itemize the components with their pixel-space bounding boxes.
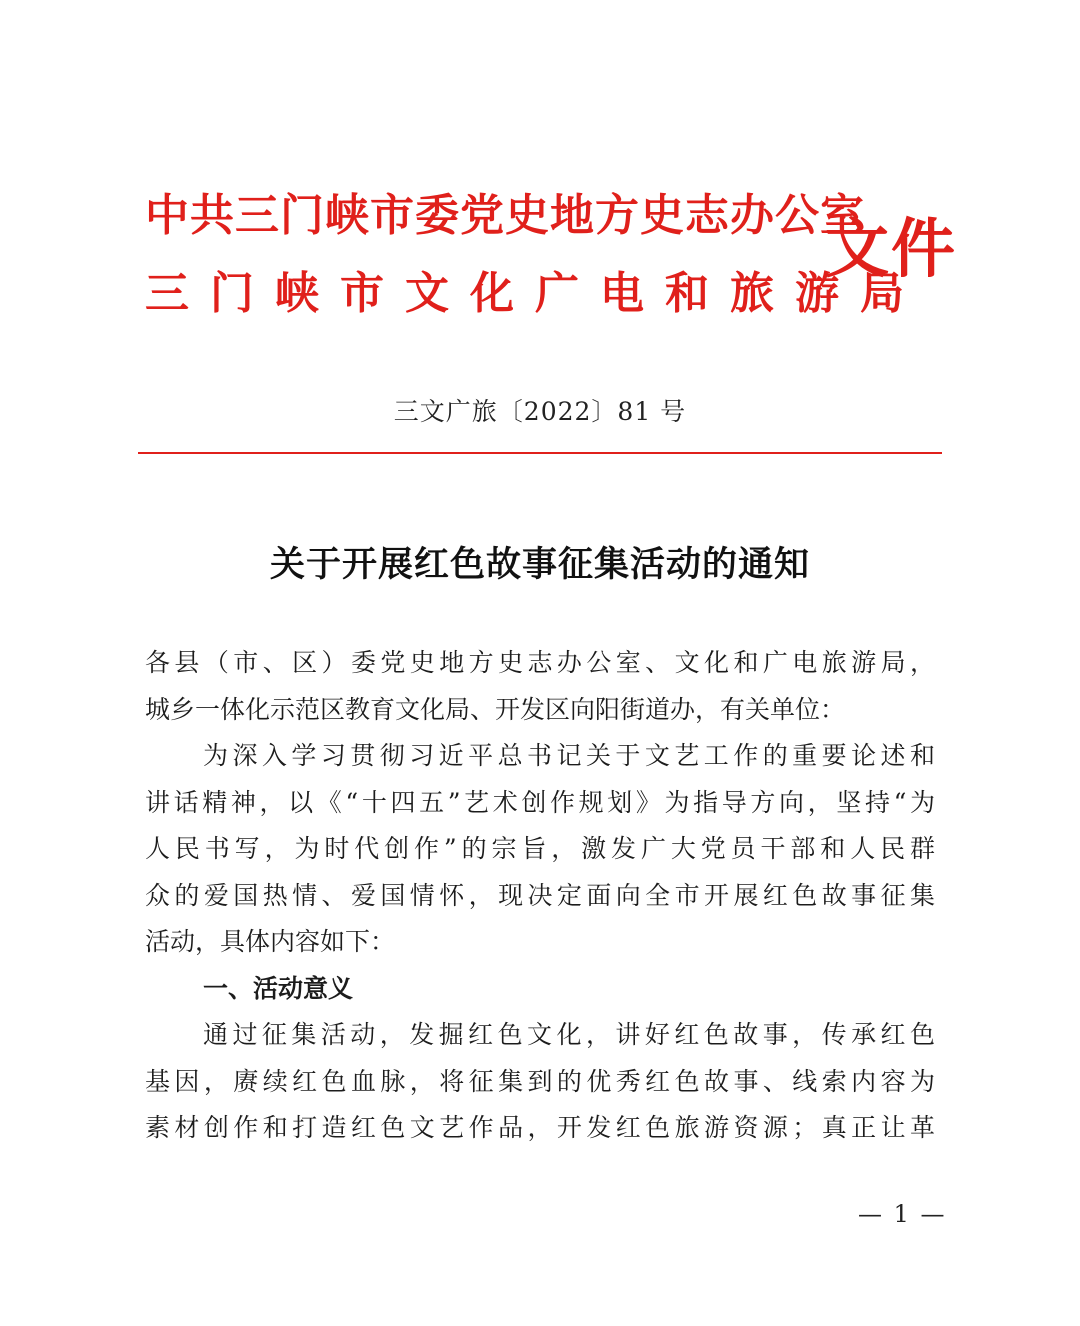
page-number: — 1 —	[858, 1200, 947, 1228]
paragraph-line: 素材创作和打造红色文艺作品，开发红色旅游资源；真正让革	[145, 1113, 935, 1142]
paragraph-line: 讲话精神，以《“十四五”艺术创作规划》为指导方向，坚持“为	[145, 787, 935, 817]
document-title: 关于开展红色故事征集活动的通知	[269, 545, 810, 585]
red-divider-line	[138, 452, 942, 454]
addressee-line: 城乡一体化示范区教育文化局、开发区向阳街道办，有关单位：	[145, 694, 846, 724]
paragraph-line: 人民书写，为时代创作”的宗旨，激发广大党员干部和人民群	[145, 834, 935, 863]
issuing-agency-2: 三门峡市文化广电和旅游局	[145, 268, 925, 319]
addressee-line: 各县（市、区）委党史地方史志办公室、文化和广电旅游局，	[145, 648, 935, 677]
section-heading: 一、活动意义	[203, 973, 354, 1003]
paragraph-line: 基因，赓续红色血脉，将征集到的优秀红色故事、线索内容为	[145, 1066, 935, 1096]
document-body	[145, 640, 935, 1152]
paragraph-line: 众的爱国热情、爱国情怀，现决定面向全市开展红色故事征集	[145, 880, 935, 910]
document-header	[145, 190, 957, 330]
issuing-agency-1: 中共三门峡市委党史地方史志办公室	[145, 190, 865, 241]
paragraph-line: 活动，具体内容如下：	[145, 927, 396, 956]
document-number: 三文广旅〔2022〕81 号	[393, 397, 687, 426]
paragraph-line: 为深入学习贯彻习近平总书记关于文艺工作的重要论述和	[203, 741, 935, 770]
paragraph-line: 通过征集活动，发掘红色文化，讲好红色故事，传承红色	[203, 1020, 935, 1049]
document-type-label: 文件	[825, 213, 957, 287]
